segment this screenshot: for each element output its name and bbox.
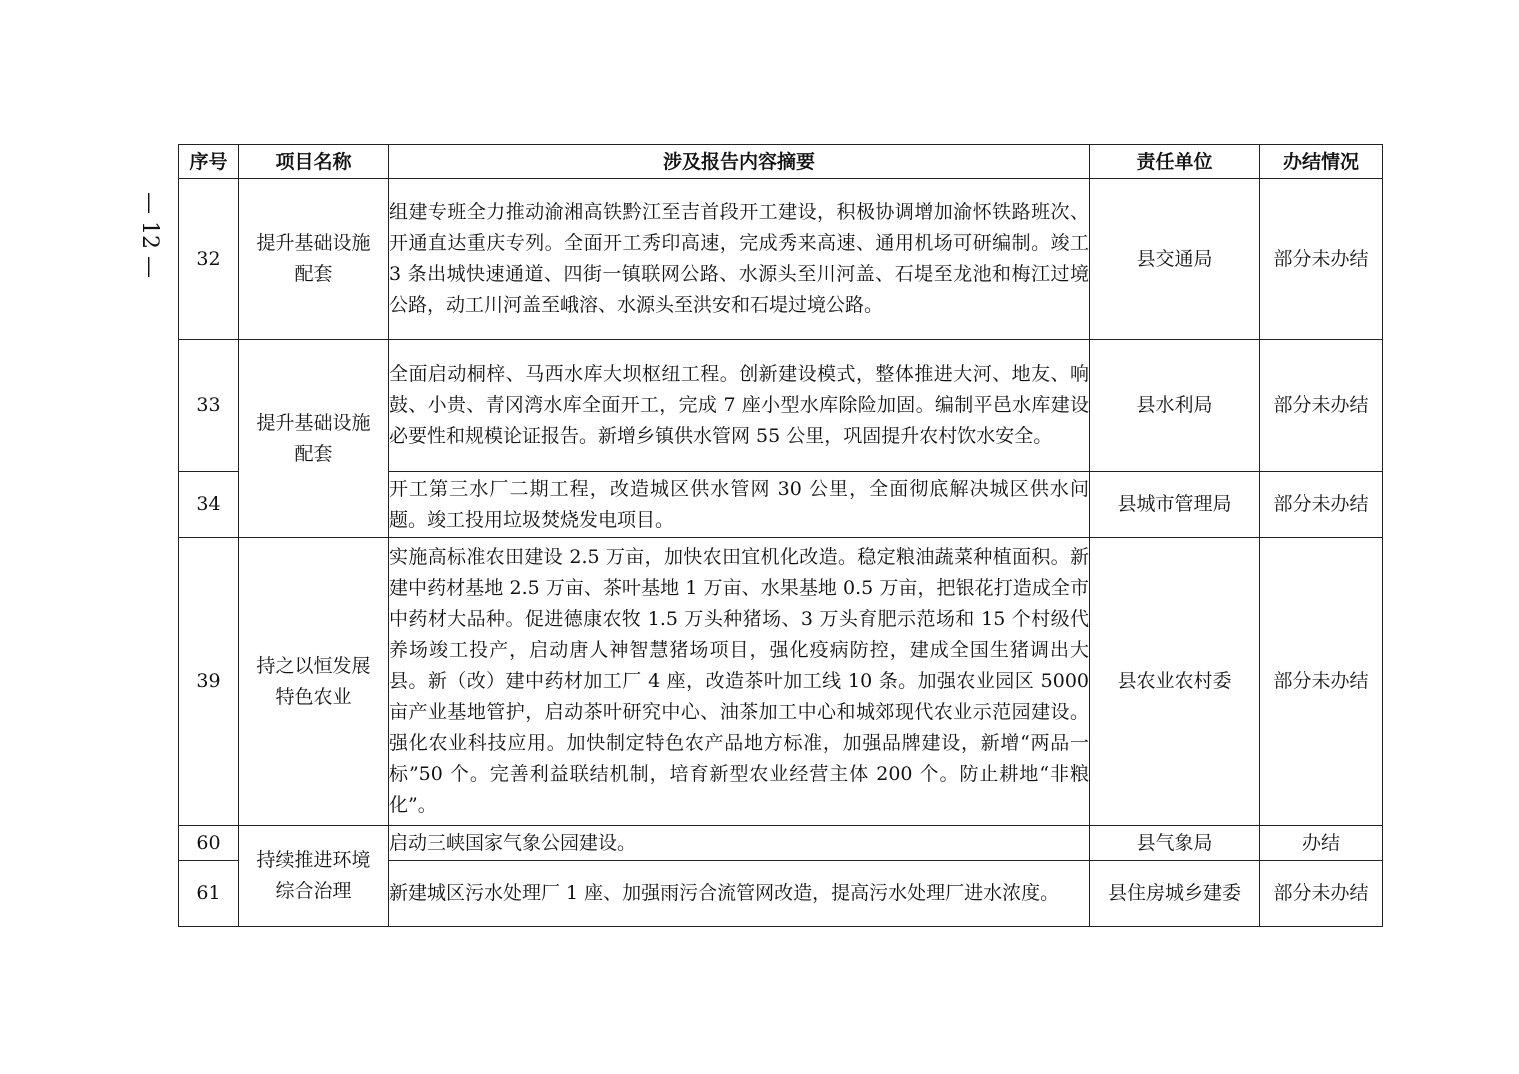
- project-name-text: 持之以恒发展特色农业: [256, 654, 371, 708]
- project-name-text: 提升基础设施配套: [256, 411, 371, 465]
- row-no: 61: [179, 861, 239, 927]
- row-unit: 县交通局: [1090, 179, 1260, 340]
- project-name: [239, 826, 389, 927]
- row-summary: 新建城区污水处理厂 1 座、加强雨污合流管网改造，提高污水处理厂进水浓度。: [389, 861, 1090, 927]
- project-name-text: 持续推进环境综合治理: [256, 849, 371, 902]
- header-status: 办结情况: [1260, 145, 1383, 179]
- row-status: 部分未办结: [1260, 472, 1383, 538]
- row-summary: 实施高标准农田建设 2.5 万亩，加快农田宜机化改造。稳定粮油蔬菜种植面积。新建中药材基地 2.5 万亩、茶叶基地 1 万亩、水果基地 0.5 万亩，把银花打造成全市中药材大品种。促进德康农牧 1.5 万头种猪场、3 万头育肥示范场和 15 个村级代养场竣工投产，启动唐人神智慧猪场项目，强化疫病防控，建成全国生猪调出大县。新（改）建中药材加工厂 4 座，改造茶叶加工线 10 条。加强农业园区 5000 亩产业基地管护，启动茶叶研究中心、油茶加工中心和城郊现代农业示范园建设。强化农业科技应用。加快制定特色农产品地方标准，加强品牌建设，新增“两品一标”50 个。完善利益联结机制，培育新型农业经营主体 200 个。防止耕地“非粮化”。: [389, 538, 1090, 826]
- project-name: [239, 179, 389, 340]
- row-status: 部分未办结: [1260, 861, 1383, 927]
- row-status: 部分未办结: [1260, 538, 1383, 826]
- row-status: 部分未办结: [1260, 179, 1383, 340]
- row-no: 33: [179, 340, 239, 472]
- row-status: 部分未办结: [1260, 340, 1383, 472]
- row-unit: 县农业农村委: [1090, 538, 1260, 826]
- project-name: [239, 340, 389, 538]
- header-row: [179, 145, 1383, 179]
- header-unit: 责任单位: [1090, 145, 1260, 179]
- table-row: [179, 340, 1383, 472]
- row-unit: 县城市管理局: [1090, 472, 1260, 538]
- table-row: [179, 826, 1383, 861]
- row-no: 60: [179, 826, 239, 861]
- table-row: [179, 538, 1383, 826]
- row-no: 39: [179, 538, 239, 826]
- page-number: — 12 —: [137, 192, 163, 278]
- row-status: 办结: [1260, 826, 1383, 861]
- row-summary: 开工第三水厂二期工程，改造城区供水管网 30 公里，全面彻底解决城区供水问题。竣工投用垃圾焚烧发电项目。: [389, 472, 1090, 538]
- row-summary: 启动三峡国家气象公园建设。: [389, 826, 1090, 861]
- row-no: 32: [179, 179, 239, 340]
- report-table: [178, 144, 1383, 927]
- project-name-text: 提升基础设施配套: [256, 232, 371, 285]
- table-row: [179, 179, 1383, 340]
- row-no: 34: [179, 472, 239, 538]
- header-summary: 涉及报告内容摘要: [389, 145, 1090, 179]
- row-summary: 组建专班全力推动渝湘高铁黔江至吉首段开工建设，积极协调增加渝怀铁路班次、开通直达重庆专列。全面开工秀印高速，完成秀来高速、通用机场可研编制。竣工 3 条出城快速通道、四街一镇联网公路、水源头至川河盖、石堤至龙池和梅江过境公路，动工川河盖至峨溶、水源头至洪安和石堤过境公路。: [389, 179, 1090, 340]
- row-summary: 全面启动桐梓、马西水库大坝枢纽工程。创新建设模式，整体推进大河、地友、响鼓、小贵、青冈湾水库全面开工，完成 7 座小型水库除险加固。编制平邑水库建设必要性和规模论证报告。新增乡镇供水管网 55 公里，巩固提升农村饮水安全。: [389, 340, 1090, 472]
- row-unit: 县气象局: [1090, 826, 1260, 861]
- header-name: 项目名称: [239, 145, 389, 179]
- row-unit: 县水利局: [1090, 340, 1260, 472]
- row-unit: 县住房城乡建委: [1090, 861, 1260, 927]
- header-no: 序号: [179, 145, 239, 179]
- project-name: [239, 538, 389, 826]
